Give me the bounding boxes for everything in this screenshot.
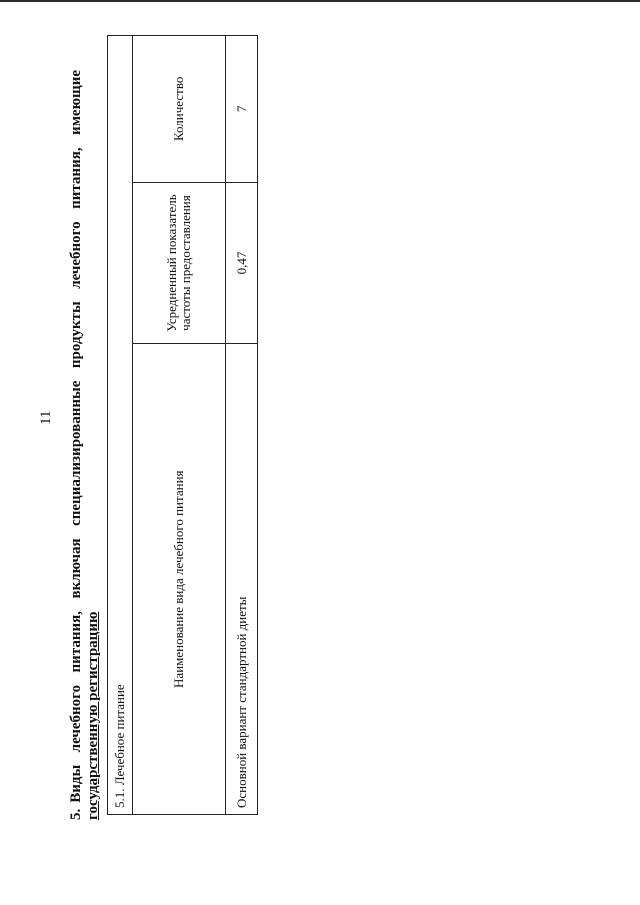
table-header-row <box>133 36 226 815</box>
rotated-page-content <box>60 0 300 820</box>
header-quantity: Количество <box>133 36 226 183</box>
cell-name: Основной вариант стандартной диеты <box>226 344 258 815</box>
header-frequency: Усредненный показатель частоты предоставления <box>133 182 226 344</box>
page-number: 11 <box>38 410 54 425</box>
section-heading <box>68 70 102 820</box>
table-row <box>226 36 258 815</box>
section-heading-tail: государственную регистрацию <box>85 611 101 820</box>
table-section-row <box>108 36 133 815</box>
table-section-label: 5.1. Лечебное питание <box>108 36 133 815</box>
diet-table <box>107 35 258 815</box>
cell-quantity: 7 <box>226 36 258 183</box>
section-heading-number: 5. <box>68 808 84 820</box>
header-name: Наименование вида лечебного питания <box>133 344 226 815</box>
section-heading-text: Виды лечебного питания, включая специализированные продукты лечебного питания, имеющие <box>68 70 84 803</box>
cell-frequency: 0,47 <box>226 182 258 344</box>
